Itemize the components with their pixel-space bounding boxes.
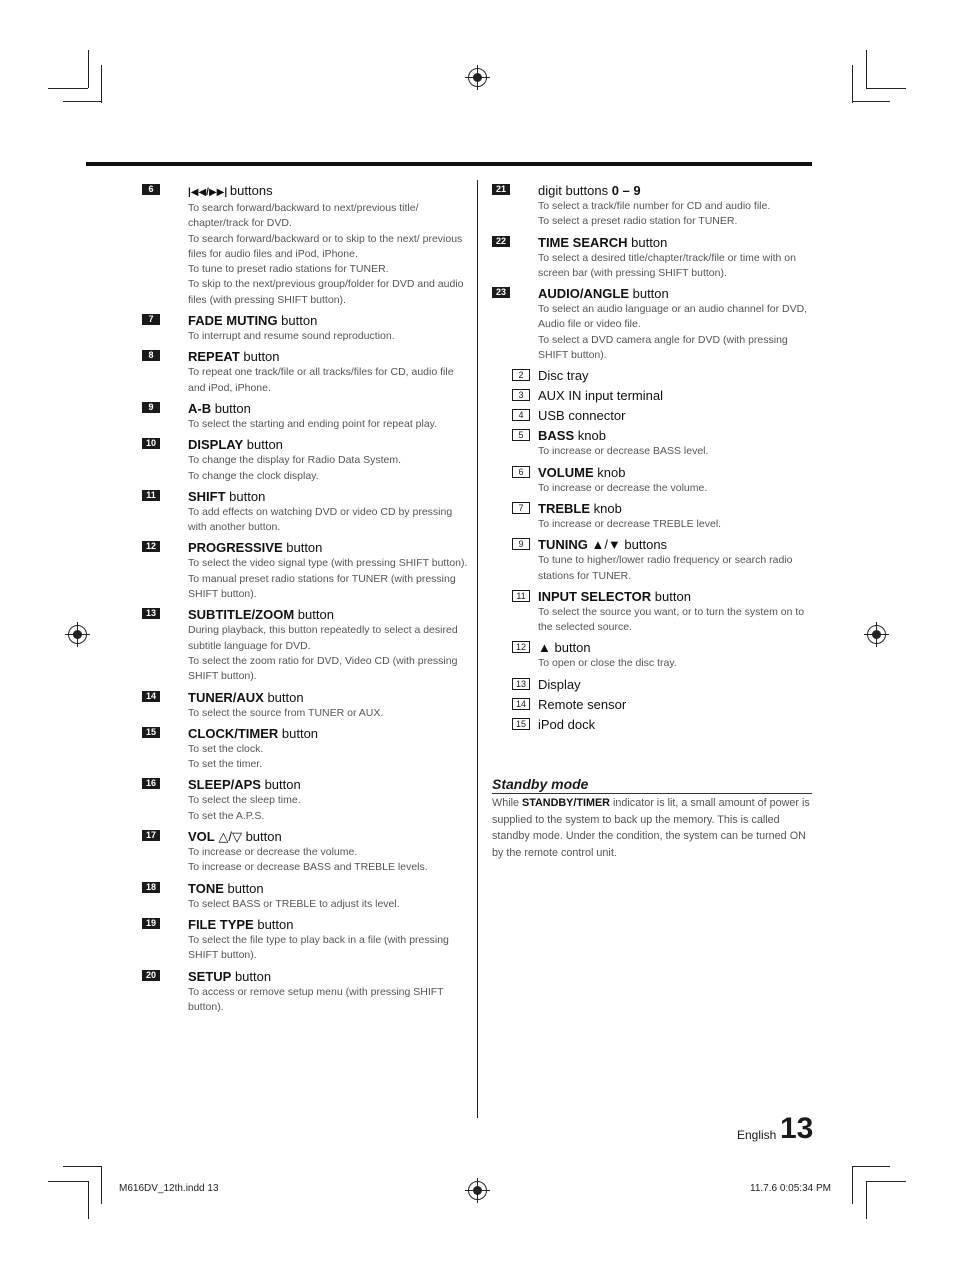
legend-item: [142, 437, 472, 484]
item-number: 15: [512, 718, 530, 730]
page-number: 13: [780, 1112, 814, 1145]
item-title: Disc tray: [538, 368, 589, 384]
item-title: AUDIO/ANGLE button: [538, 286, 669, 302]
crop-mark: [866, 1181, 867, 1219]
legend-item: [142, 489, 472, 536]
item-description: To select the source from TUNER or AUX.: [188, 706, 384, 719]
item-number: 8: [142, 350, 160, 361]
legend-item: [142, 881, 472, 912]
item-title: TIME SEARCH button: [538, 234, 668, 250]
item-title: BASS knob: [538, 428, 606, 444]
legend-item: [492, 589, 814, 636]
item-description: To search forward/backward to next/previous title/ chapter/track for DVD. To search forward/backward or to skip to the next/ previous files for audio files and iPod, iPhone. To tune to preset radio stations for TUNER. To skip to the next/previous group/folder for DVD and audio files (with pressing SHIFT button).: [188, 202, 464, 306]
item-number: 3: [512, 389, 530, 401]
footer-timestamp: 11.7.6 0:05:34 PM: [750, 1183, 831, 1194]
item-title: USB connector: [538, 408, 626, 424]
legend-item: [142, 726, 472, 773]
crop-mark: [852, 65, 853, 103]
legend-item: [142, 349, 472, 396]
legend-item: [492, 408, 814, 424]
item-description: To select the starting and ending point for repeat play.: [188, 417, 438, 430]
crop-mark: [852, 101, 890, 102]
item-description: To select a desired title/chapter/track/file or time with on screen bar (with pressing SHIFT button).: [538, 251, 796, 279]
right-column: [492, 183, 814, 737]
item-description: To select the video signal type (with pressing SHIFT button). To manual preset radio stations for TUNER (with pressing SHIFT button).: [188, 557, 468, 601]
item-number: 9: [512, 538, 530, 550]
item-title: A-B button: [188, 400, 251, 416]
item-number: 7: [142, 314, 160, 325]
item-description: To increase or decrease the volume. To increase or decrease BASS and TREBLE levels.: [188, 846, 428, 874]
crop-mark: [88, 1181, 89, 1219]
item-number: 17: [142, 830, 160, 841]
item-title: SHIFT button: [188, 488, 266, 504]
item-title: |◀◀/▶▶| buttons: [188, 183, 273, 198]
legend-item: [492, 428, 814, 459]
crop-mark: [48, 1181, 88, 1182]
legend-item: [492, 235, 814, 282]
legend-item: [492, 501, 814, 532]
crop-mark: [852, 1166, 890, 1167]
item-number: 21: [492, 184, 510, 195]
item-description: To add effects on watching DVD or video CD by pressing with another button.: [188, 505, 453, 534]
item-title: iPod dock: [538, 716, 596, 732]
item-title: VOLUME knob: [538, 464, 626, 480]
item-number: 11: [142, 490, 160, 501]
item-number: 18: [142, 882, 160, 893]
item-number: 5: [512, 429, 530, 441]
item-title: TREBLE knob: [538, 500, 622, 516]
registration-mark-icon: [68, 625, 87, 644]
item-number: 2: [512, 369, 530, 381]
standby-text: While STANDBY/TIMER indicator is lit, a small amount of power is supplied to the system to back up the memory. This is called standby mode. Under the condition, the system can be turned ON by the remote control unit.: [492, 797, 810, 859]
legend-item: [142, 540, 472, 602]
legend-item: [492, 368, 814, 384]
item-description: To repeat one track/file or all tracks/files for CD, audio file and iPod, iPhone.: [188, 366, 454, 394]
legend-item: [492, 286, 814, 363]
legend-item: [142, 183, 472, 308]
legend-item: [142, 829, 472, 876]
skip-back-forward-icon: |◀◀/▶▶|: [188, 187, 230, 198]
item-title: CLOCK/TIMER button: [188, 725, 319, 741]
legend-item: [492, 697, 814, 713]
item-title: Remote sensor: [538, 696, 627, 712]
item-title: REPEAT button: [188, 349, 280, 365]
item-description: To change the display for Radio Data System. To change the clock display.: [188, 454, 402, 482]
item-title: SUBTITLE/ZOOM button: [188, 607, 334, 623]
item-number: 12: [512, 641, 530, 653]
item-description: To select a track/file number for CD and audio file. To select a preset radio station for TUNER.: [538, 200, 771, 228]
legend-item: [492, 388, 814, 404]
item-title: SLEEP/APS button: [188, 777, 301, 793]
item-number: 13: [142, 608, 160, 619]
item-number: 19: [142, 918, 160, 929]
item-number: 10: [142, 438, 160, 449]
item-description: To increase or decrease the volume.: [538, 481, 708, 494]
legend-item: [492, 183, 814, 230]
crop-mark: [866, 88, 906, 89]
legend-item: [142, 969, 472, 1016]
legend-item: [492, 537, 814, 584]
left-column: [142, 183, 472, 1020]
item-description: During playback, this button repeatedly to select a desired subtitle language for DVD. To select the zoom ratio for DVD, Video CD (with pressing SHIFT button).: [188, 624, 458, 683]
item-number: 6: [512, 466, 530, 478]
legend-item: [142, 401, 472, 432]
item-title: INPUT SELECTOR button: [538, 588, 691, 604]
item-description: To increase or decrease BASS level.: [538, 445, 709, 458]
legend-item: [492, 640, 814, 671]
item-description: To tune to higher/lower radio frequency or search radio stations for TUNER.: [538, 554, 793, 582]
item-title: VOL △/▽ button: [188, 829, 282, 845]
item-description: To interrupt and resume sound reproduction.: [188, 330, 395, 343]
legend-item: [142, 313, 472, 344]
item-number: 4: [512, 409, 530, 421]
crop-mark: [101, 65, 102, 103]
registration-mark-icon: [468, 68, 487, 87]
item-number: 23: [492, 287, 510, 298]
item-number: 13: [512, 678, 530, 690]
item-description: To open or close the disc tray.: [538, 657, 677, 670]
item-description: To select BASS or TREBLE to adjust its level.: [188, 897, 400, 910]
item-title: SETUP button: [188, 968, 272, 984]
item-number: 15: [142, 727, 160, 738]
page-language: English: [737, 1128, 777, 1142]
header-rule: [86, 162, 812, 166]
item-number: 14: [142, 691, 160, 702]
item-number: 14: [512, 698, 530, 710]
crop-mark: [866, 1181, 906, 1182]
item-title: ▲ button: [538, 640, 591, 656]
legend-item: [492, 677, 814, 693]
item-description: To select the source you want, or to turn the system on to the selected source.: [538, 605, 805, 634]
item-description: To select an audio language or an audio channel for DVD, Audio file or video file. To select a DVD camera angle for DVD (with pressing SHIFT button).: [538, 303, 808, 362]
legend-item: [142, 607, 472, 684]
item-title: TUNING ▲/▼ buttons: [538, 537, 668, 553]
item-title: Display: [538, 676, 581, 692]
item-description: To increase or decrease TREBLE level.: [538, 517, 722, 530]
item-number: 9: [142, 402, 160, 413]
item-title: AUX IN input terminal: [538, 388, 663, 404]
item-title: TONE button: [188, 880, 264, 896]
item-description: To access or remove setup menu (with pressing SHIFT button).: [188, 985, 444, 1013]
item-description: To set the clock. To set the timer.: [188, 742, 264, 771]
item-number: 16: [142, 778, 160, 789]
legend-item: [142, 917, 472, 964]
crop-mark: [63, 101, 101, 102]
item-number: 6: [142, 184, 160, 195]
standby-heading: Standby mode: [492, 776, 812, 794]
legend-item: [142, 777, 472, 824]
crop-mark: [88, 50, 89, 88]
legend-item: [142, 690, 472, 721]
legend-item: [492, 465, 814, 496]
item-number: 7: [512, 502, 530, 514]
legend-item: [492, 717, 814, 733]
crop-mark: [63, 1166, 101, 1167]
crop-mark: [852, 1166, 853, 1204]
item-title: DISPLAY button: [188, 437, 283, 453]
footer-file: M616DV_12th.indd 13: [119, 1183, 219, 1194]
column-divider: [477, 180, 478, 1118]
crop-mark: [866, 50, 867, 88]
item-title: FILE TYPE button: [188, 916, 294, 932]
item-number: 20: [142, 970, 160, 981]
registration-mark-icon: [468, 1181, 487, 1200]
item-title: digit buttons 0 – 9: [538, 183, 641, 198]
crop-mark: [101, 1166, 102, 1204]
item-title: TUNER/AUX button: [188, 689, 304, 705]
item-number: 12: [142, 541, 160, 552]
item-title: FADE MUTING button: [188, 313, 318, 329]
registration-mark-icon: [867, 625, 886, 644]
item-number: 22: [492, 236, 510, 247]
item-title: PROGRESSIVE button: [188, 540, 323, 556]
item-description: To select the sleep time. To set the A.P.S.: [188, 794, 301, 822]
item-description: To select the file type to play back in a file (with pressing SHIFT button).: [188, 933, 449, 962]
crop-mark: [48, 88, 88, 89]
item-number: 11: [512, 590, 530, 602]
